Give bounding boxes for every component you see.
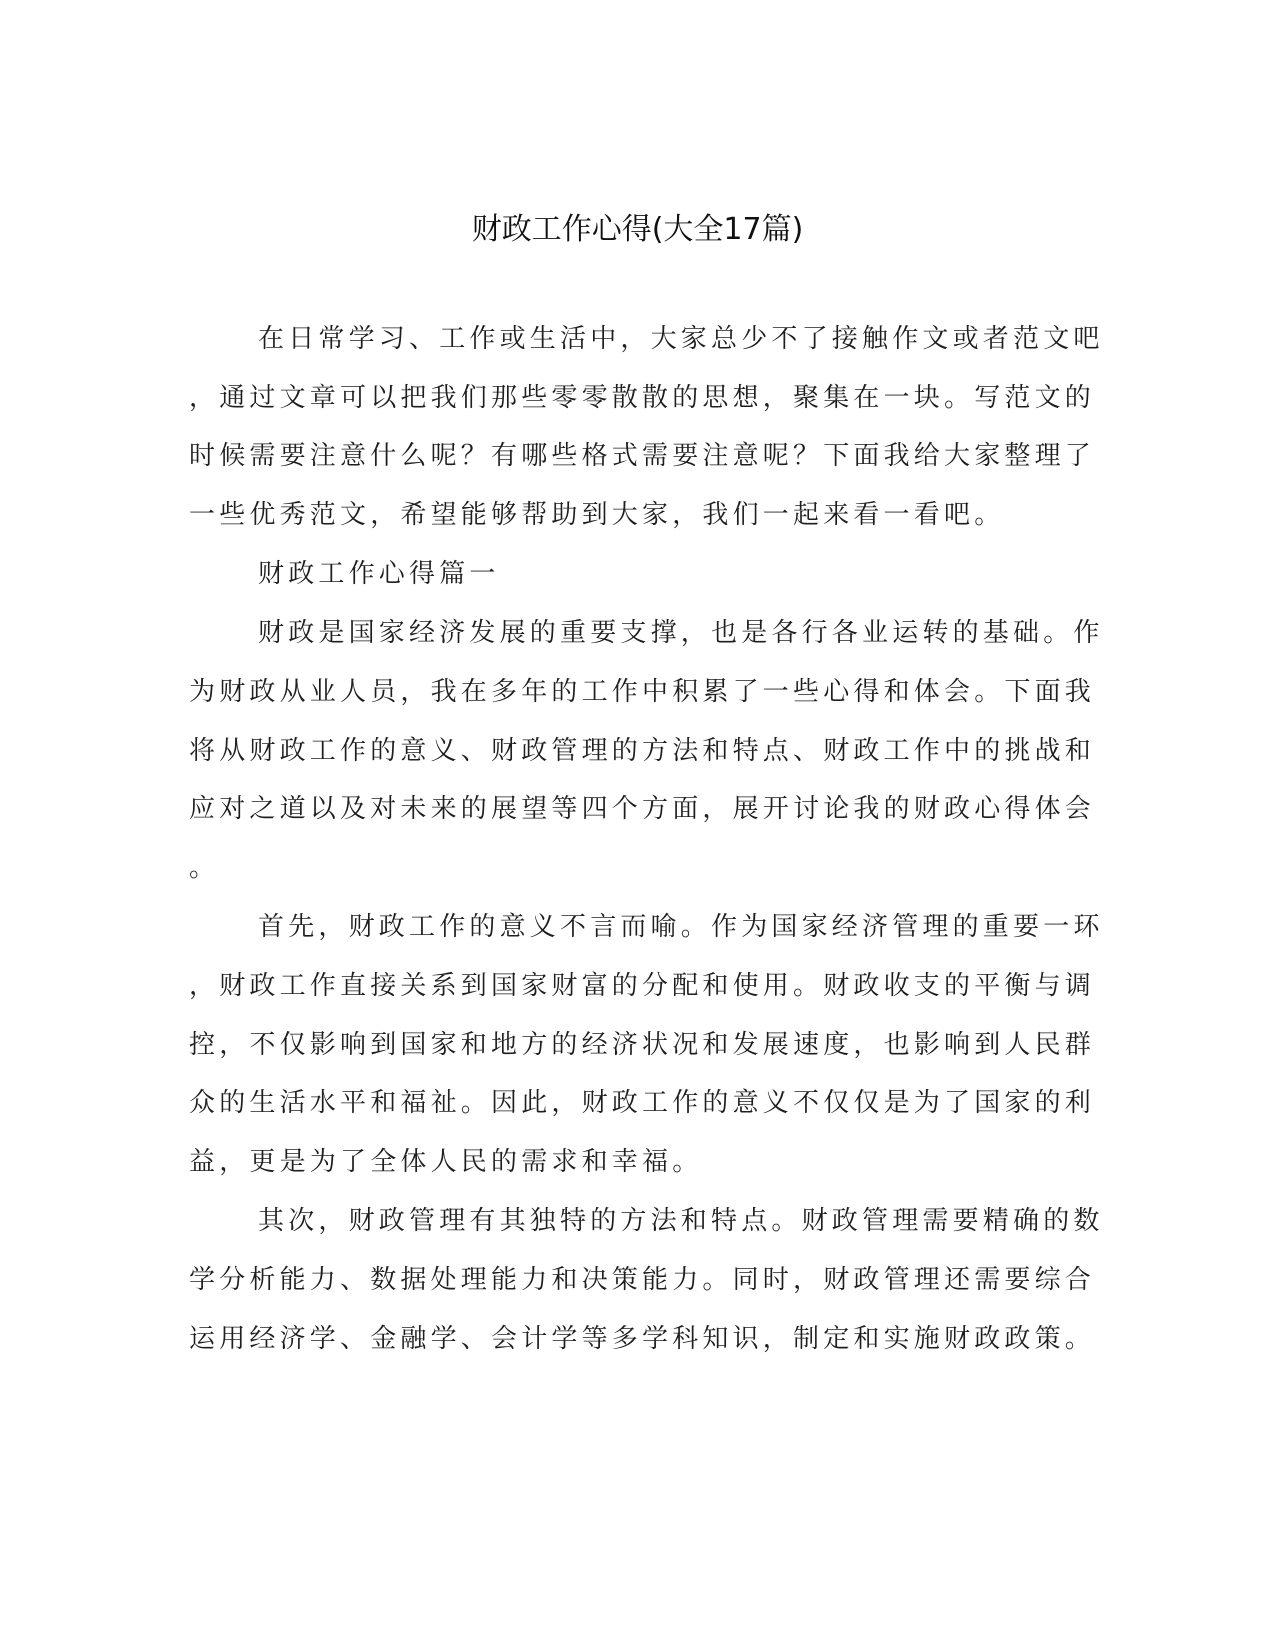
paragraph-line: 运用经济学、金融学、会计学等多学科知识，制定和实施财政政策。 <box>189 1324 1096 1354</box>
paragraph-line: ，财政工作直接关系到国家财富的分配和使用。财政收支的平衡与调 <box>189 971 1096 1001</box>
paragraph-line: ，通过文章可以把我们那些零零散散的思想，聚集在一块。写范文的 <box>189 383 1096 413</box>
paragraph-line: 为财政从业人员，我在多年的工作中积累了一些心得和体会。下面我 <box>189 677 1096 707</box>
paragraph-line: 学分析能力、数据处理能力和决策能力。同时，财政管理还需要综合 <box>189 1265 1096 1295</box>
paragraph-line: 益，更是为了全体人民的需求和幸福。 <box>189 1147 703 1177</box>
paragraph-line: 应对之道以及对未来的展望等四个方面，展开讨论我的财政心得体会 <box>189 794 1096 824</box>
paragraph-line: 一些优秀范文，希望能够帮助到大家，我们一起来看一看吧。 <box>189 500 1005 530</box>
paragraph-line: 控，不仅影响到国家和地方的经济状况和发展速度，也影响到人民群 <box>189 1030 1096 1060</box>
paragraph-line: 时候需要注意什么呢？有哪些格式需要注意呢？下面我给大家整理了 <box>189 441 1096 471</box>
paragraph-line: 在日常学习、工作或生活中，大家总少不了接触作文或者范文吧 <box>258 324 1104 354</box>
paragraph-line: 将从财政工作的意义、财政管理的方法和特点、财政工作中的挑战和 <box>189 736 1096 766</box>
paragraph-line: 。 <box>189 853 220 883</box>
document-title: 财政工作心得(大全17篇) <box>471 212 804 247</box>
paragraph-line: 首先，财政工作的意义不言而喻。作为国家经济管理的重要一环 <box>258 912 1104 942</box>
paragraph-line: 众的生活水平和福祉。因此，财政工作的意义不仅仅是为了国家的利 <box>189 1088 1096 1118</box>
paragraph-line: 其次，财政管理有其独特的方法和特点。财政管理需要精确的数 <box>258 1206 1104 1236</box>
paragraph-line: 财政是国家经济发展的重要支撑，也是各行各业运转的基础。作 <box>258 618 1104 648</box>
section-heading: 财政工作心得篇一 <box>258 559 500 589</box>
